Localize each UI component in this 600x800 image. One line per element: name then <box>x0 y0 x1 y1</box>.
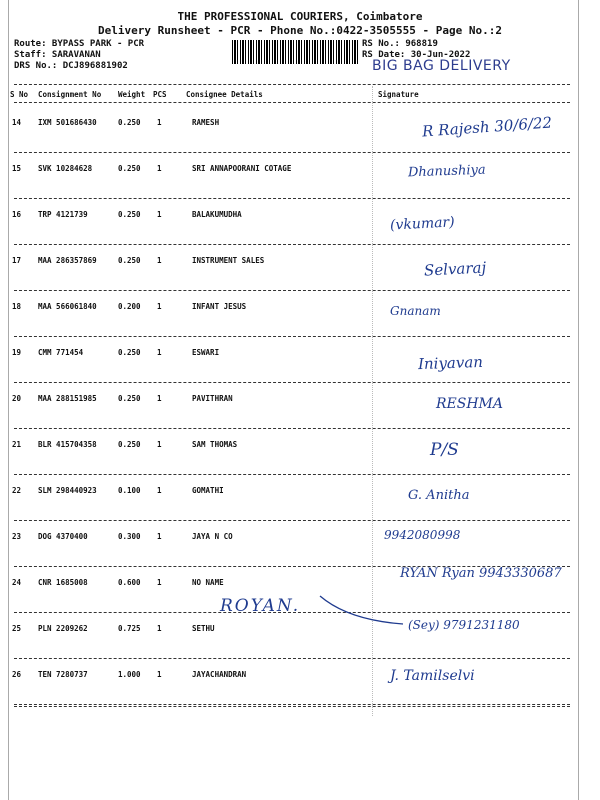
row-consignment-no: MAA 288151985 <box>38 394 97 403</box>
right-margin-line <box>578 0 579 800</box>
row-consignment-no: MAA 286357869 <box>38 256 97 265</box>
col-header-pcs: PCS <box>153 90 167 99</box>
row-consignment-no: TEN 7280737 <box>38 670 88 679</box>
row-pcs: 1 <box>157 164 162 173</box>
row-divider <box>14 152 570 153</box>
row-pcs: 1 <box>157 302 162 311</box>
row-sno: 17 <box>12 256 22 265</box>
row-pcs: 1 <box>157 210 162 219</box>
route-label: Route: BYPASS PARK - PCR <box>14 39 145 49</box>
row-signature: (Sey) 9791231180 <box>408 618 520 632</box>
row-weight: 0.250 <box>118 164 141 173</box>
row-sno: 25 <box>12 624 22 633</box>
row-consignment-no: CNR 1685008 <box>38 578 88 587</box>
row-consignment-no: IXM 501686430 <box>38 118 97 127</box>
big-bag-delivery-note: BIG BAG DELIVERY <box>372 58 511 74</box>
row-signature: R Rajesh 30/6/22 <box>421 113 553 141</box>
row-weight: 0.200 <box>118 302 141 311</box>
row-divider <box>14 428 570 429</box>
col-header-weight: Weight <box>118 90 146 99</box>
barcode-image <box>232 40 358 64</box>
row-sno: 21 <box>12 440 22 449</box>
col-header-consignment: Consignment No <box>38 90 102 99</box>
row-weight: 0.250 <box>118 348 141 357</box>
row-pcs: 1 <box>157 394 162 403</box>
row-consignment-no: PLN 2209262 <box>38 624 88 633</box>
row-signature: RYAN Ryan 9943330687 <box>400 566 562 581</box>
row-weight: 0.250 <box>118 440 141 449</box>
row-signature: RESHMA <box>436 396 504 412</box>
row-consignment-no: SLM 298440923 <box>38 486 97 495</box>
row-weight: 0.250 <box>118 394 141 403</box>
row-signature: P/S <box>430 440 459 460</box>
row-signature: G. Anitha <box>408 488 470 503</box>
row-consignee: INFANT JESUS <box>192 302 247 311</box>
row-weight: 0.600 <box>118 578 141 587</box>
row-pcs: 1 <box>157 670 162 679</box>
row-weight: 0.725 <box>118 624 141 633</box>
row-consignee: JAYA N CO <box>192 532 233 541</box>
row-consignee: ESWARI <box>192 348 220 357</box>
row-divider <box>14 244 570 245</box>
row-weight: 0.300 <box>118 532 141 541</box>
row-signature: Gnanam <box>390 304 441 318</box>
col-header-consignee: Consignee Details <box>186 90 263 99</box>
row-consignee: BALAKUMUDHA <box>192 210 242 219</box>
table-bottom-divider <box>14 706 570 707</box>
left-margin-line <box>8 0 9 800</box>
row-sno: 18 <box>12 302 22 311</box>
row-sno: 22 <box>12 486 22 495</box>
row-consignee: RAMESH <box>192 118 220 127</box>
row-sno: 15 <box>12 164 22 173</box>
rs-date: RS Date: 30-Jun-2022 <box>362 50 471 60</box>
hand-arrow-stroke <box>318 590 408 630</box>
drs-number: DRS No.: DCJ896881902 <box>14 61 128 71</box>
row-pcs: 1 <box>157 256 162 265</box>
row-divider <box>14 336 570 337</box>
row-sno: 24 <box>12 578 22 587</box>
row-consignee: SRI ANNAPOORANI COTAGE <box>192 164 292 173</box>
row-divider <box>14 658 570 659</box>
row-consignee: SAM THOMAS <box>192 440 238 449</box>
row-sno: 16 <box>12 210 22 219</box>
row-sno: 23 <box>12 532 22 541</box>
col-header-sno: S No <box>10 90 29 99</box>
row-divider <box>14 382 570 383</box>
header-bottom-divider <box>14 102 570 103</box>
row-sno: 14 <box>12 118 22 127</box>
row-weight: 0.250 <box>118 256 141 265</box>
row-signature: Iniyavan <box>417 352 484 374</box>
row-weight: 0.100 <box>118 486 141 495</box>
staff-label: Staff: SARAVANAN <box>14 50 101 60</box>
row-pcs: 1 <box>157 118 162 127</box>
row-consignment-no: SVK 10284628 <box>38 164 93 173</box>
runsheet-title: Delivery Runsheet - PCR - Phone No.:0422-3505555 - Page No.:2 <box>98 24 502 37</box>
row-weight: 1.000 <box>118 670 141 679</box>
row-consignment-no: CMM 771454 <box>38 348 84 357</box>
row-consignee: INSTRUMENT SALES <box>192 256 265 265</box>
row-consignment-no: TRP 4121739 <box>38 210 88 219</box>
row-pcs: 1 <box>157 440 162 449</box>
row-consignee: NO NAME <box>192 578 224 587</box>
row-sno: 19 <box>12 348 22 357</box>
row-divider <box>14 290 570 291</box>
row-sno: 26 <box>12 670 22 679</box>
row-pcs: 1 <box>157 348 162 357</box>
row-consignment-no: DOG 4370400 <box>38 532 88 541</box>
row-signature: Dhanushiya <box>407 162 486 181</box>
row-consignee: PAVITHRAN <box>192 394 233 403</box>
row-signature: J. Tamilselvi <box>390 668 475 684</box>
row-pcs: 1 <box>157 578 162 587</box>
row-consignee: SETHU <box>192 624 215 633</box>
row-signature: (vkumar) <box>389 214 456 234</box>
row-consignee: GOMATHI <box>192 486 224 495</box>
row-signature: Selvaraj <box>423 258 487 280</box>
rs-number: RS No.: 968819 <box>362 39 438 49</box>
row-pcs: 1 <box>157 624 162 633</box>
col-header-signature: Signature <box>378 90 419 99</box>
handwritten-royan: ROYAN. <box>220 596 301 616</box>
row-weight: 0.250 <box>118 118 141 127</box>
row-divider <box>14 198 570 199</box>
row-consignment-no: MAA 566061840 <box>38 302 97 311</box>
row-divider <box>14 704 570 705</box>
header-top-divider <box>14 84 570 85</box>
row-sno: 20 <box>12 394 22 403</box>
row-divider <box>14 474 570 475</box>
company-name: THE PROFESSIONAL COURIERS, Coimbatore <box>177 10 423 23</box>
row-divider <box>14 520 570 521</box>
row-pcs: 1 <box>157 532 162 541</box>
row-consignee: JAYACHANDRAN <box>192 670 247 679</box>
row-signature: 9942080998 <box>384 528 461 542</box>
row-consignment-no: BLR 415704358 <box>38 440 97 449</box>
row-pcs: 1 <box>157 486 162 495</box>
row-weight: 0.250 <box>118 210 141 219</box>
